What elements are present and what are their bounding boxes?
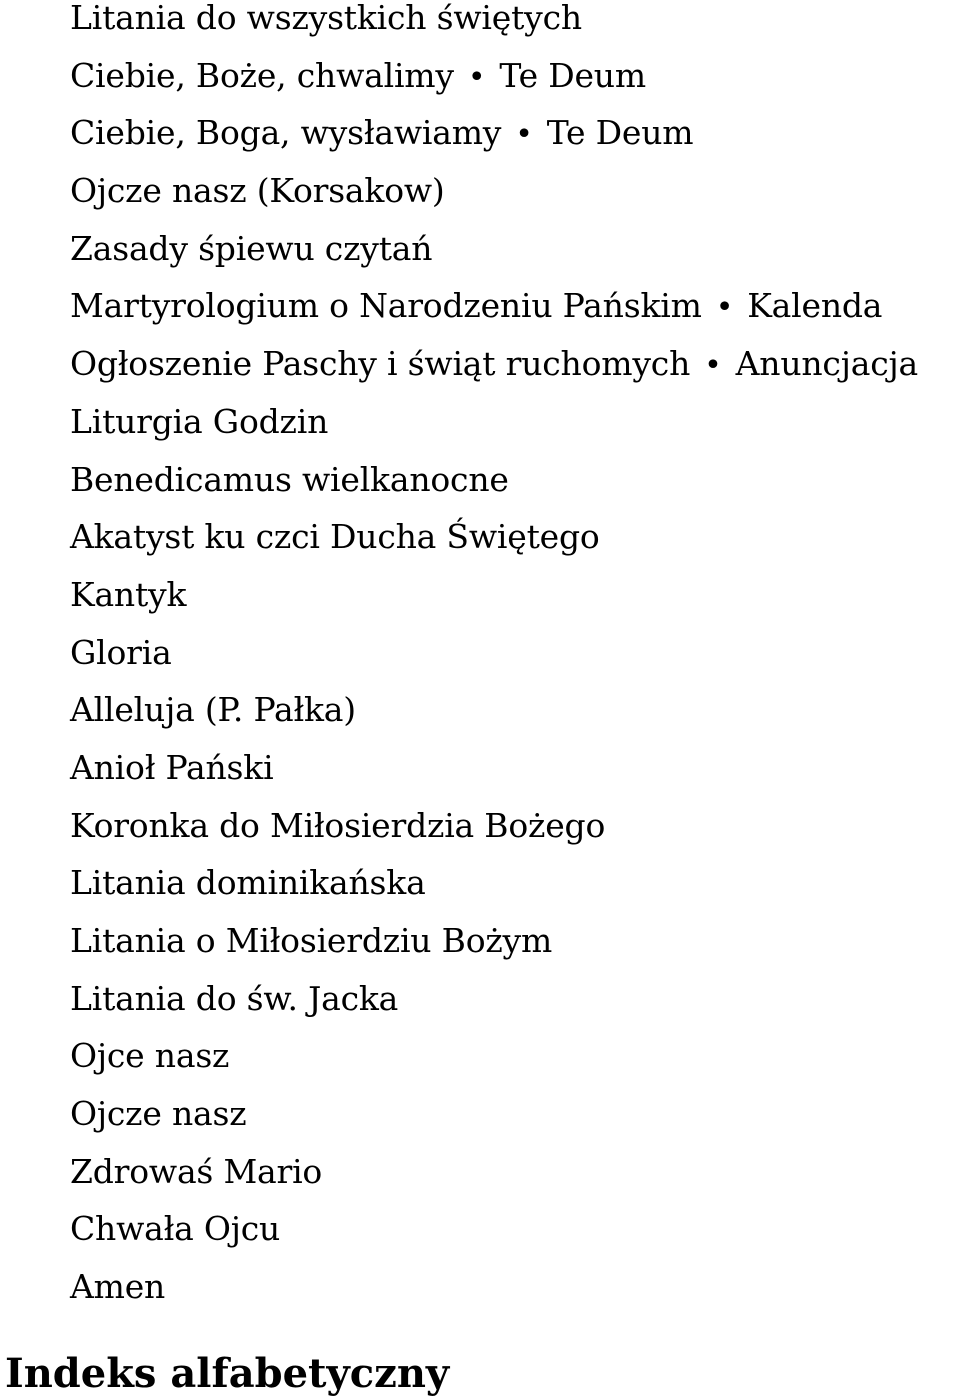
contents-entry — [70, 173, 918, 231]
contents-entry — [70, 1211, 918, 1269]
entry-title: Litania do wszystkich świętych — [70, 0, 582, 37]
bullet-separator-icon: • — [515, 117, 533, 153]
contents-entry — [70, 805, 918, 866]
entry-title: Akatyst ku czci Ducha Świętego — [70, 517, 600, 557]
entry-title: Ojcze nasz (Korsakow) — [70, 171, 445, 211]
entry-alt-title: Anuncjacja — [735, 344, 919, 384]
entry-title: Martyrologium o Narodzeniu Pańskim — [70, 286, 702, 326]
contents-entry — [70, 228, 918, 289]
entry-title: Zasady śpiewu czytań — [70, 228, 433, 268]
entry-title: Litania do św. Jacka — [70, 978, 399, 1018]
contents-entry — [70, 0, 918, 58]
bullet-separator-icon: • — [467, 59, 486, 95]
entry-title: Koronka do Miłosierdzia Bożego — [70, 805, 606, 845]
entry-title: Ciebie, Boga, wysławiamy — [70, 113, 502, 153]
contents-entry — [70, 115, 918, 173]
entry-title: Anioł Pański — [70, 747, 274, 787]
contents-entry — [70, 346, 918, 404]
contents-entry — [70, 401, 918, 462]
bullet-separator-icon: • — [715, 290, 734, 326]
entry-title: Ojce nasz — [70, 1036, 230, 1076]
entry-title: Ogłoszenie Paschy i świąt ruchomych — [70, 344, 691, 384]
contents-entry — [70, 1151, 918, 1212]
contents-entry — [70, 1269, 918, 1327]
contents-entry — [70, 1096, 918, 1154]
entry-alt-title: Kalenda — [747, 286, 883, 326]
entry-title: Chwała Ojcu — [70, 1209, 281, 1249]
entry-title: Ciebie, Boże, chwalimy — [70, 55, 454, 95]
entry-title: Litania o Miłosierdziu Bożym — [70, 921, 553, 960]
entry-alt-title: Te Deum — [546, 113, 694, 153]
entry-alt-title: Te Deum — [499, 55, 646, 95]
contents-entry — [70, 1038, 918, 1096]
contents-entry — [70, 519, 918, 577]
entry-title: Litania dominikańska — [70, 863, 426, 903]
contents-entry — [70, 747, 918, 808]
entry-title: Gloria — [70, 632, 172, 672]
contents-entry — [70, 632, 918, 693]
contents-entry — [70, 459, 918, 520]
entry-title: Kantyk — [70, 574, 187, 614]
contents-entry — [70, 865, 918, 923]
contents-list — [70, 0, 918, 1327]
entry-title: Zdrowaś Mario — [70, 1151, 323, 1191]
contents-entry — [70, 574, 918, 635]
contents-entry — [70, 55, 918, 116]
entry-title: Ojcze nasz — [70, 1094, 247, 1134]
entry-title: Benedicamus wielkanocne — [70, 459, 509, 499]
bullet-separator-icon: • — [704, 348, 722, 384]
index-heading: Indeks alfabetyczny — [5, 1350, 450, 1397]
entry-title: Amen — [70, 1267, 166, 1307]
entry-title: Liturgia Godzin — [70, 401, 329, 441]
entry-title: Alleluja (P. Pałka) — [70, 690, 356, 730]
contents-entry — [70, 978, 918, 1039]
contents-entry — [70, 692, 918, 750]
contents-entry — [70, 288, 918, 346]
contents-entry — [70, 923, 918, 981]
